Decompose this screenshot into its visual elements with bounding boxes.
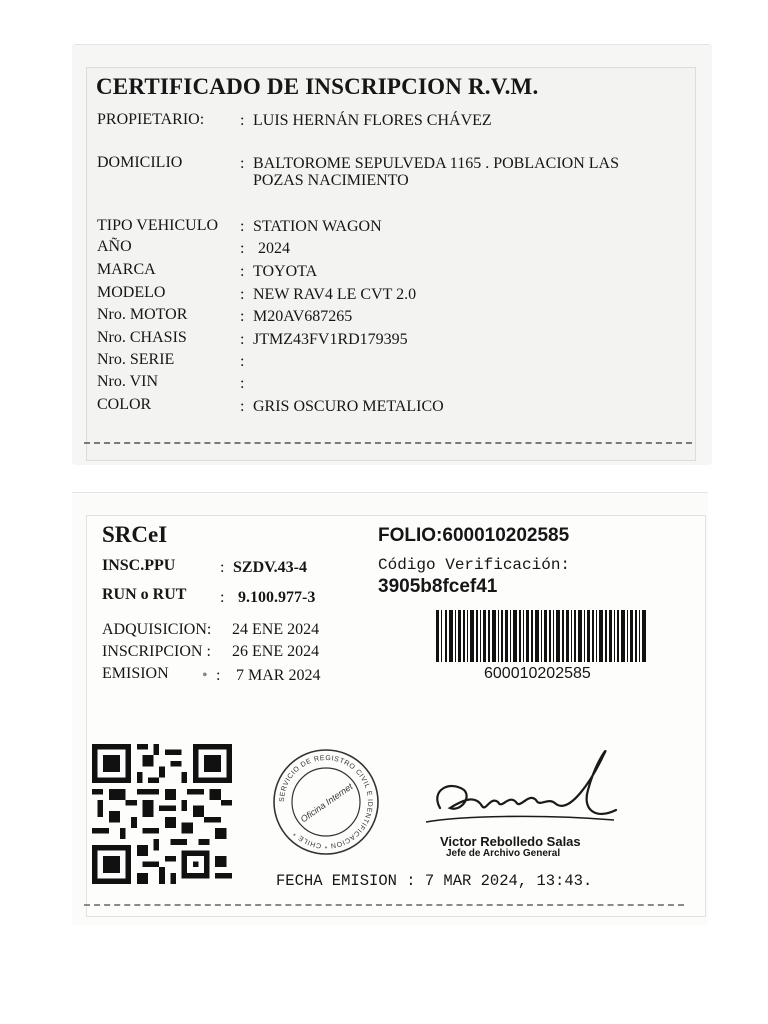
chassis-number-sep: : (240, 331, 245, 348)
run-label: RUN o RUT (102, 586, 187, 603)
certificate-title: CERTIFICADO DE INSCRIPCION R.V.M. (96, 74, 539, 99)
serial-number-sep: : (240, 353, 245, 370)
card-divider-dashed (84, 442, 692, 444)
color-label: COLOR (97, 396, 152, 413)
signer-name: Victor Rebolledo Salas (440, 834, 581, 849)
barcode (436, 610, 648, 662)
address-label: DOMICILIO (97, 154, 183, 171)
folio-number: FOLIO:600010202585 (378, 525, 570, 546)
year-label: AÑO (97, 238, 132, 255)
engine-number-label: Nro. MOTOR (97, 306, 188, 323)
owner-sep: : (240, 112, 245, 129)
run-value: 9.100.977-3 (238, 589, 316, 606)
vin-sep: : (240, 375, 245, 392)
address-sep: : (240, 155, 245, 172)
card-divider-dashed-bottom (84, 904, 684, 906)
vehicle-type-label: TIPO VEHICULO (97, 217, 219, 234)
signer-title: Jefe de Archivo General (446, 848, 561, 859)
issue-datetime: FECHA EMISION : 7 MAR 2024, 13:43. (276, 872, 593, 890)
year-sep: : (240, 240, 245, 257)
qr-code (92, 744, 232, 884)
acquisition-label: ADQUISICION: (102, 621, 212, 638)
inscription-label: INSCRIPCION : (102, 643, 211, 660)
address-value-line2: POZAS NACIMIENTO (253, 172, 409, 189)
vin-label: Nro. VIN (97, 373, 159, 390)
engine-number-value: M20AV687265 (253, 308, 353, 325)
owner-value: LUIS HERNÁN FLORES CHÁVEZ (253, 112, 492, 129)
emission-value: 7 MAR 2024 (236, 667, 321, 684)
chassis-number-value: JTMZ43FV1RD179395 (253, 331, 408, 348)
color-value: GRIS OSCURO METALICO (253, 398, 444, 415)
year-value: 2024 (258, 240, 290, 257)
engine-number-sep: : (240, 308, 245, 325)
verification-code-label: Código Verificación: (378, 556, 571, 574)
seal-ring-text: SERVICIO DE REGISTRO CIVIL E IDENTIFICACION * CHILE * (278, 754, 374, 850)
address-value-line1: BALTOROME SEPULVEDA 1165 . POBLACION LAS (253, 155, 619, 172)
model-value: NEW RAV4 LE CVT 2.0 (253, 286, 417, 303)
verification-code-value: 3905b8fcef41 (378, 576, 498, 597)
serial-number-label: Nro. SERIE (97, 351, 175, 368)
model-sep: : (240, 286, 245, 303)
model-label: MODELO (97, 284, 166, 301)
seal-center-text: Oficina Internet (298, 781, 355, 825)
owner-label: PROPIETARIO: (97, 111, 205, 128)
official-seal-stamp (270, 746, 382, 858)
acquisition-value: 24 ENE 2024 (232, 621, 320, 638)
chassis-number-label: Nro. CHASIS (97, 329, 187, 346)
brand-value: TOYOTA (253, 263, 318, 280)
emission-label: EMISION (102, 665, 169, 682)
org-name: SRCeI (102, 522, 168, 547)
brand-label: MARCA (97, 261, 156, 278)
color-sep: : (240, 398, 245, 415)
handwritten-signature (420, 750, 620, 838)
insc-ppu-label: INSC.PPU (102, 557, 176, 574)
insc-ppu-value: SZDV.43-4 (233, 559, 307, 576)
vehicle-type-value: STATION WAGON (253, 218, 382, 235)
brand-sep: : (240, 263, 245, 280)
barcode-number: 600010202585 (484, 665, 591, 682)
vehicle-type-sep: : (240, 218, 245, 235)
inscription-value: 26 ENE 2024 (232, 643, 320, 660)
